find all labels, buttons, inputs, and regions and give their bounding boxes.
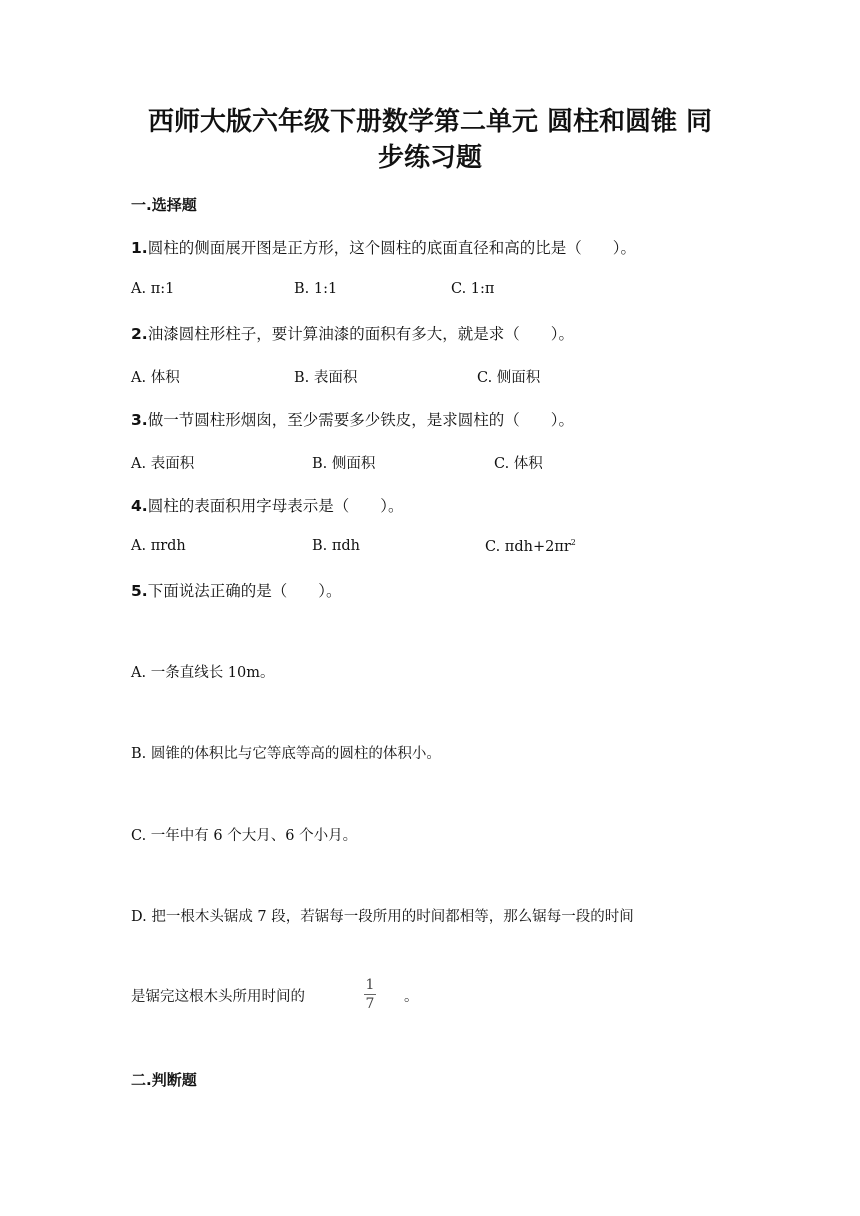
fraction-denominator: 7: [365, 996, 375, 1012]
question-number: 4.: [131, 497, 148, 515]
option-a: A. 一条直线长 10m。: [131, 665, 275, 681]
option-b: B. πdh: [312, 538, 361, 554]
question-1: [131, 236, 636, 258]
question-number: 1.: [131, 239, 148, 257]
option-d: D. 把一根木头锯成 7 段，若锯每一段所用的时间都相等，那么锯每一段的时间: [131, 909, 634, 925]
question-number: 2.: [131, 325, 148, 343]
option-c: C. 一年中有 6 个大月、6 个小月。: [131, 828, 358, 844]
option-d-continuation: 是锯完这根木头所用时间的: [131, 989, 305, 1005]
option-c: C. 侧面积: [477, 370, 541, 386]
option-c: C. 体积: [494, 456, 543, 472]
option-a: A. πrdh: [131, 538, 186, 554]
question-text: 做一节圆柱形烟囱，至少需要多少铁皮，是求圆柱的（ ）。: [147, 411, 574, 429]
section-heading-judgement: 二.判断题: [131, 1071, 197, 1089]
option-a: A. 表面积: [131, 456, 195, 472]
option-b: B. 表面积: [294, 370, 358, 386]
question-text: 圆柱的表面积用字母表示是（ ）。: [147, 497, 404, 515]
question-text: 下面说法正确的是（ ）。: [147, 582, 342, 600]
question-text: 油漆圆柱形柱子，要计算油漆的面积有多大，就是求（ ）。: [147, 325, 574, 343]
superscript: 2: [570, 538, 576, 547]
fraction: [364, 977, 376, 1012]
option-d-end: 。: [404, 989, 419, 1005]
fraction-bar: [364, 994, 376, 995]
title-line-1: 西师大版六年级下册数学第二单元 圆柱和圆锥 同: [147, 107, 713, 137]
option-a: A. π:1: [131, 281, 175, 297]
option-c-text: C. πdh+2πr: [485, 538, 571, 555]
fraction-numerator: 1: [365, 977, 375, 993]
option-c: [485, 538, 576, 555]
section-heading-choice: 一.选择题: [131, 196, 197, 214]
option-b: B. 侧面积: [312, 456, 376, 472]
question-4: [131, 494, 403, 516]
question-text: 圆柱的侧面展开图是正方形，这个圆柱的底面直径和高的比是（ ）。: [147, 239, 636, 257]
option-b: B. 1:1: [294, 281, 338, 297]
question-number: 5.: [131, 582, 148, 600]
option-c: C. 1:π: [451, 281, 495, 297]
question-2: [131, 322, 574, 344]
option-a: A. 体积: [131, 370, 180, 386]
title-line-2: 步练习题: [377, 143, 482, 173]
question-5: [131, 579, 341, 601]
question-3: [131, 408, 574, 430]
option-b: B. 圆锥的体积比与它等底等高的圆柱的体积小。: [131, 746, 441, 762]
question-number: 3.: [131, 411, 148, 429]
page-title: [130, 104, 730, 176]
